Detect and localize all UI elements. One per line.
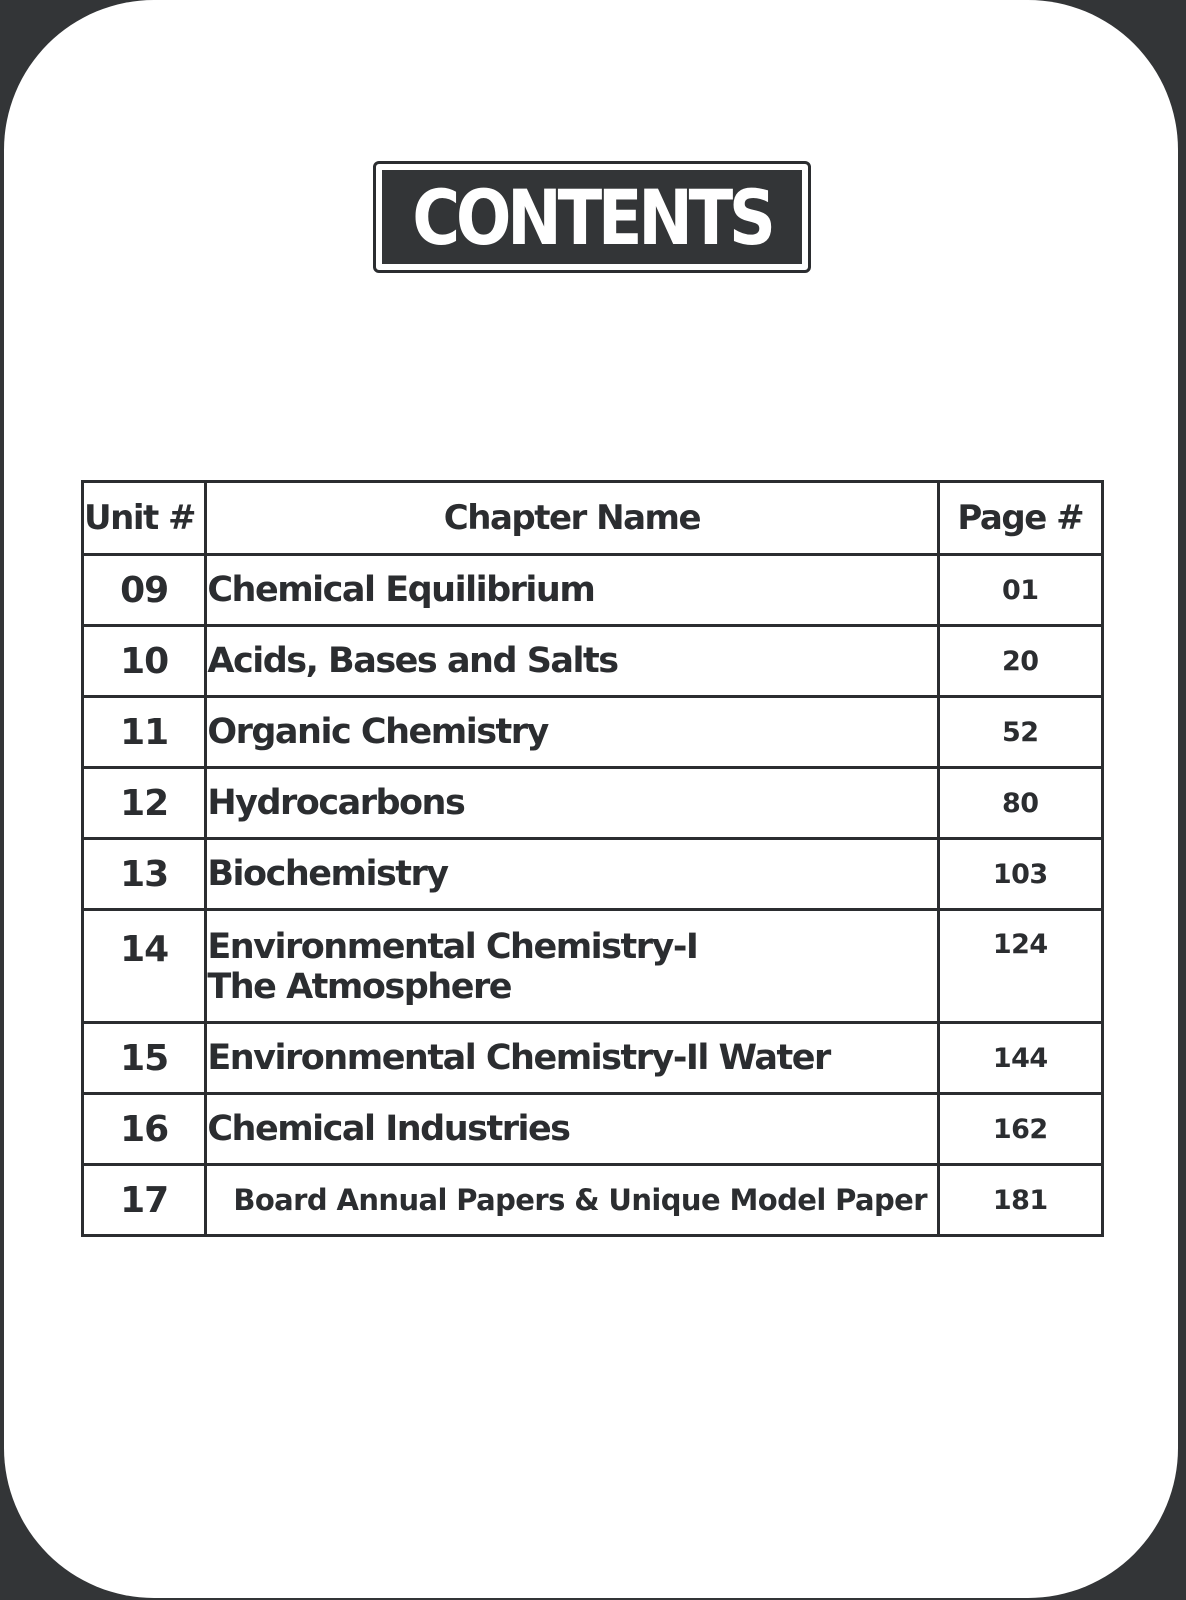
chapter-name-line: Biochemistry xyxy=(207,854,448,894)
table-row xyxy=(83,839,1103,910)
page-number: 162 xyxy=(938,1094,1103,1165)
unit-number: 14 xyxy=(83,910,206,1023)
chapter-name-line: Organic Chemistry xyxy=(207,712,548,752)
chapter-name-line: Hydrocarbons xyxy=(207,783,465,823)
unit-number: 09 xyxy=(83,555,206,626)
chapter-name xyxy=(206,1023,938,1094)
chapter-name-line: Environmental Chemistry-I xyxy=(207,927,698,967)
unit-number: 10 xyxy=(83,626,206,697)
contents-title-banner xyxy=(382,170,802,264)
chapter-name xyxy=(206,910,938,1023)
unit-number: 13 xyxy=(83,839,206,910)
header-unit: Unit # xyxy=(83,482,206,555)
page-number: 52 xyxy=(938,697,1103,768)
chapter-name-line: The Atmosphere xyxy=(207,967,511,1007)
chapter-name xyxy=(206,626,938,697)
table-row xyxy=(83,626,1103,697)
table-row xyxy=(83,910,1103,1023)
chapter-name xyxy=(206,1094,938,1165)
contents-title-box xyxy=(373,161,811,273)
chapter-name-line: Chemical Industries xyxy=(207,1109,570,1149)
unit-number: 15 xyxy=(83,1023,206,1094)
chapter-name xyxy=(206,768,938,839)
table-row xyxy=(83,1165,1103,1236)
chapter-name xyxy=(206,839,938,910)
header-page: Page # xyxy=(938,482,1103,555)
table-row xyxy=(83,768,1103,839)
chapter-name-line: Chemical Equilibrium xyxy=(207,570,595,610)
contents-table-body xyxy=(83,555,1103,1236)
page-number: 01 xyxy=(938,555,1103,626)
table-row xyxy=(83,697,1103,768)
table-row xyxy=(83,1094,1103,1165)
table-header-row xyxy=(83,482,1103,555)
unit-number: 16 xyxy=(83,1094,206,1165)
page-number: 181 xyxy=(938,1165,1103,1236)
table-row xyxy=(83,1023,1103,1094)
page-number: 80 xyxy=(938,768,1103,839)
table-row xyxy=(83,555,1103,626)
chapter-name-line: Board Annual Papers & Unique Model Paper xyxy=(233,1183,927,1217)
chapter-name-line: Acids, Bases and Salts xyxy=(207,641,618,681)
page-number: 124 xyxy=(938,910,1103,1023)
unit-number: 17 xyxy=(83,1165,206,1236)
page-number: 20 xyxy=(938,626,1103,697)
unit-number: 11 xyxy=(83,697,206,768)
unit-number: 12 xyxy=(83,768,206,839)
chapter-name xyxy=(206,1165,938,1236)
page-number: 103 xyxy=(938,839,1103,910)
page-number: 144 xyxy=(938,1023,1103,1094)
page-title: CONTENTS xyxy=(412,172,772,262)
header-chapter-name: Chapter Name xyxy=(206,482,938,555)
chapter-name xyxy=(206,697,938,768)
chapter-name-line: Environmental Chemistry-Il Water xyxy=(207,1038,830,1078)
chapter-name xyxy=(206,555,938,626)
contents-table xyxy=(81,480,1104,1237)
